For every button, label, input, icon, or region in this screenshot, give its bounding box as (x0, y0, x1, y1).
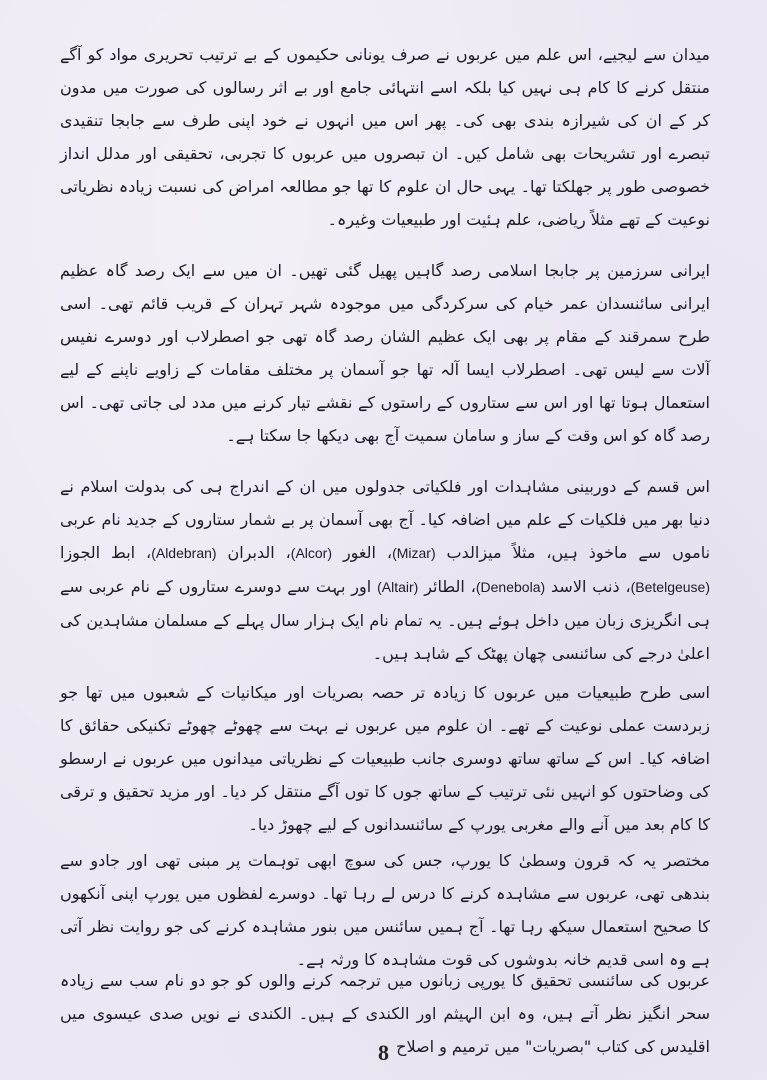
star-name-altair: (Altair) (377, 579, 419, 595)
paragraph-1 (60, 38, 710, 236)
star-name-zanab-al-asad: ذنب الاسد (551, 577, 620, 596)
star-name-alghur: الغور (342, 543, 376, 562)
paragraph-3-intro: اس قسم کے دوربینی مشاہدات اور فلکیاتی جدولوں میں ان کے اندراج ہی کی بدولت اسلام نے دنیا بھر میں فلکیات کے علم میں اضافہ کیا۔ آج بھی آسمان پر بے شمار ستاروں کے جدید نام عربی ناموں سے ماخوذ ہیں، مثلاً میزالدب (60, 477, 711, 562)
star-name-altair-urdu: الطائر (424, 577, 465, 596)
paragraph-2-text: ایرانی سرزمین پر جابجا اسلامی رصد گاہیں پھیل گئی تھیں۔ ان میں سے ایک رصد گاہ عظیم ایرانی سائنسدان عمر خیام کی سرکردگی میں موجودہ شہر تہران کے قریب قائم تھی۔ اسی طرح سمرقند کے مقام پر بھی ایک عظیم الشان رصد گاہ تھی جو اصطرلاب اور دوسرے نفیس آلات سے لیس تھی۔ اصطرلاب ایسا آلہ تھا جو آسمان پر مختلف مقامات کے زاویے ناپنے کے لیے استعمال ہوتا تھا اور اس سے ستاروں کے راستوں کے نقشے تیار کرنے میں مدد لی جاتی تھی۔ اس رصد گاہ کو اس وقت کے ساز و سامان سمیت آج بھی دیکھا جا سکتا ہے۔ (60, 261, 710, 445)
star-name-ibt-al-jauza: ابط الجوزا (60, 543, 136, 562)
paragraph-3 (60, 470, 710, 670)
star-name-aldabaran: الدبران (227, 543, 275, 562)
star-name-mizar: (Mizar) (392, 545, 436, 561)
paragraph-3-text: اس قسم کے دوربینی مشاہدات اور فلکیاتی جدولوں میں ان کے اندراج ہی کی بدولت اسلام نے دنیا بھر میں فلکیات کے علم میں اضافہ کیا۔ آج بھی آسمان پر بے شمار ستاروں کے جدید نام عربی ناموں سے ماخوذ ہیں، مثلاً میزالدب (Mizar)، الغور (Alcor)، الدبران (Aldebran)، ابط الجوزا (Betelgeuse)، ذنب الاسد (Denebola)، الطائر (Altair) اور بہت سے دوسرے ستاروں کے نام عربی سے ہی انگریزی زبان میں داخل ہوئے ہیں۔ یہ تمام نام ایک ہزار سال پہلے کے مسلمان مشاہدین کی اعلیٰ درجے کی سائنسی چھان پھٹک کے شاہد ہیں۔ (60, 477, 711, 663)
page-number: 8 (378, 1040, 389, 1065)
paragraph-4-text: اسی طرح طبیعیات میں عربوں کا زیادہ تر حصہ بصریات اور میکانیات کے شعبوں میں تھا جو زبردست عملی نوعیت کے تھے۔ ان علوم میں عربوں نے بہت سے چھوٹے چھوٹے تکنیکی حقائق کا اضافہ کیا۔ اس کے ساتھ ساتھ دوسری جانب طبیعیات کے نظریاتی میدانوں میں عربوں نے ارسطو کی وضاحتوں کو انہیں نئی ترتیب کے ساتھ جوں کا توں آگے منتقل کر دیا۔ اور مزید تحقیق و ترقی کا کام بعد میں آنے والے مغربی یورپ کے سائنسدانوں کے لیے چھوڑ دیا۔ (60, 683, 710, 834)
paragraph-2 (60, 254, 710, 452)
paragraph-5 (60, 844, 710, 976)
paragraph-1-text: میدان سے لیجیے، اس علم میں عربوں نے صرف یونانی حکیموں کے بے ترتیب تحریری مواد کو آگے منتقل کرنے کا کام ہی نہیں کیا بلکہ اسے انتہائی جامع اور بے اثر رسالوں کی صورت میں مدون کر کے ان کی شیرازہ بندی بھی کی۔ پھر اس میں انہوں نے خود اپنی طرف سے جابجا تنقیدی تبصرے اور تشریحات بھی شامل کیں۔ ان تبصروں میں عربوں کا تجربی، تحقیقی اور مدلل انداز خصوصی طور پر جھلکتا تھا۔ یہی حال ان علوم کا تھا جو مطالعہ امراض کی نسبت زیادہ نظریاتی نوعیت کے تھے مثلاً ریاضی، علم ہئیت اور طبیعیات وغیرہ۔ (60, 45, 710, 229)
star-name-aldebran: (Aldebran) (151, 545, 217, 561)
paragraph-3-outro: اور بہت سے دوسرے ستاروں کے نام عربی سے ہی انگریزی زبان میں داخل ہوئے ہیں۔ یہ تمام نام ایک ہزار سال پہلے کے مسلمان مشاہدین کی اعلیٰ درجے کی سائنسی چھان پھٹک کے شاہد ہیں۔ (60, 577, 710, 663)
star-name-betelgeuse: (Betelgeuse) (630, 579, 711, 595)
star-name-alcor: (Alcor) (290, 545, 333, 561)
star-name-denebola: (Denebola) (475, 579, 546, 595)
paragraph-6-text: عربوں کی سائنسی تحقیق کا یورپی زبانوں میں ترجمہ کرنے والوں کو جو دو نام سب سے زیادہ سحر انگیز نظر آتے ہیں، وہ ابن الہیثم اور الکندی کے ہیں۔ الکندی نے نویں صدی عیسوی میں اقلیدس کی کتاب "بصریات" میں ترمیم و اصلاح (60, 971, 710, 1056)
paragraph-5-text: مختصر یہ کہ قرون وسطیٰ کا یورپ، جس کی سوچ ابھی توہمات پر مبنی تھی اور جادو سے بندھی تھی، عربوں سے مشاہدہ کرنے کا درس لے رہا تھا۔ دوسرے لفظوں میں یورپ اپنی آنکھوں کا صحیح استعمال سیکھ رہا تھا۔ آج ہمیں سائنس میں بنور مشاہدہ کرنے کی جو روایت نظر آتی ہے وہ اسی قدیم خانہ بدوشوں کی قوت مشاہدہ کا ورثہ ہے۔ (60, 851, 710, 969)
paragraph-4 (60, 676, 710, 841)
